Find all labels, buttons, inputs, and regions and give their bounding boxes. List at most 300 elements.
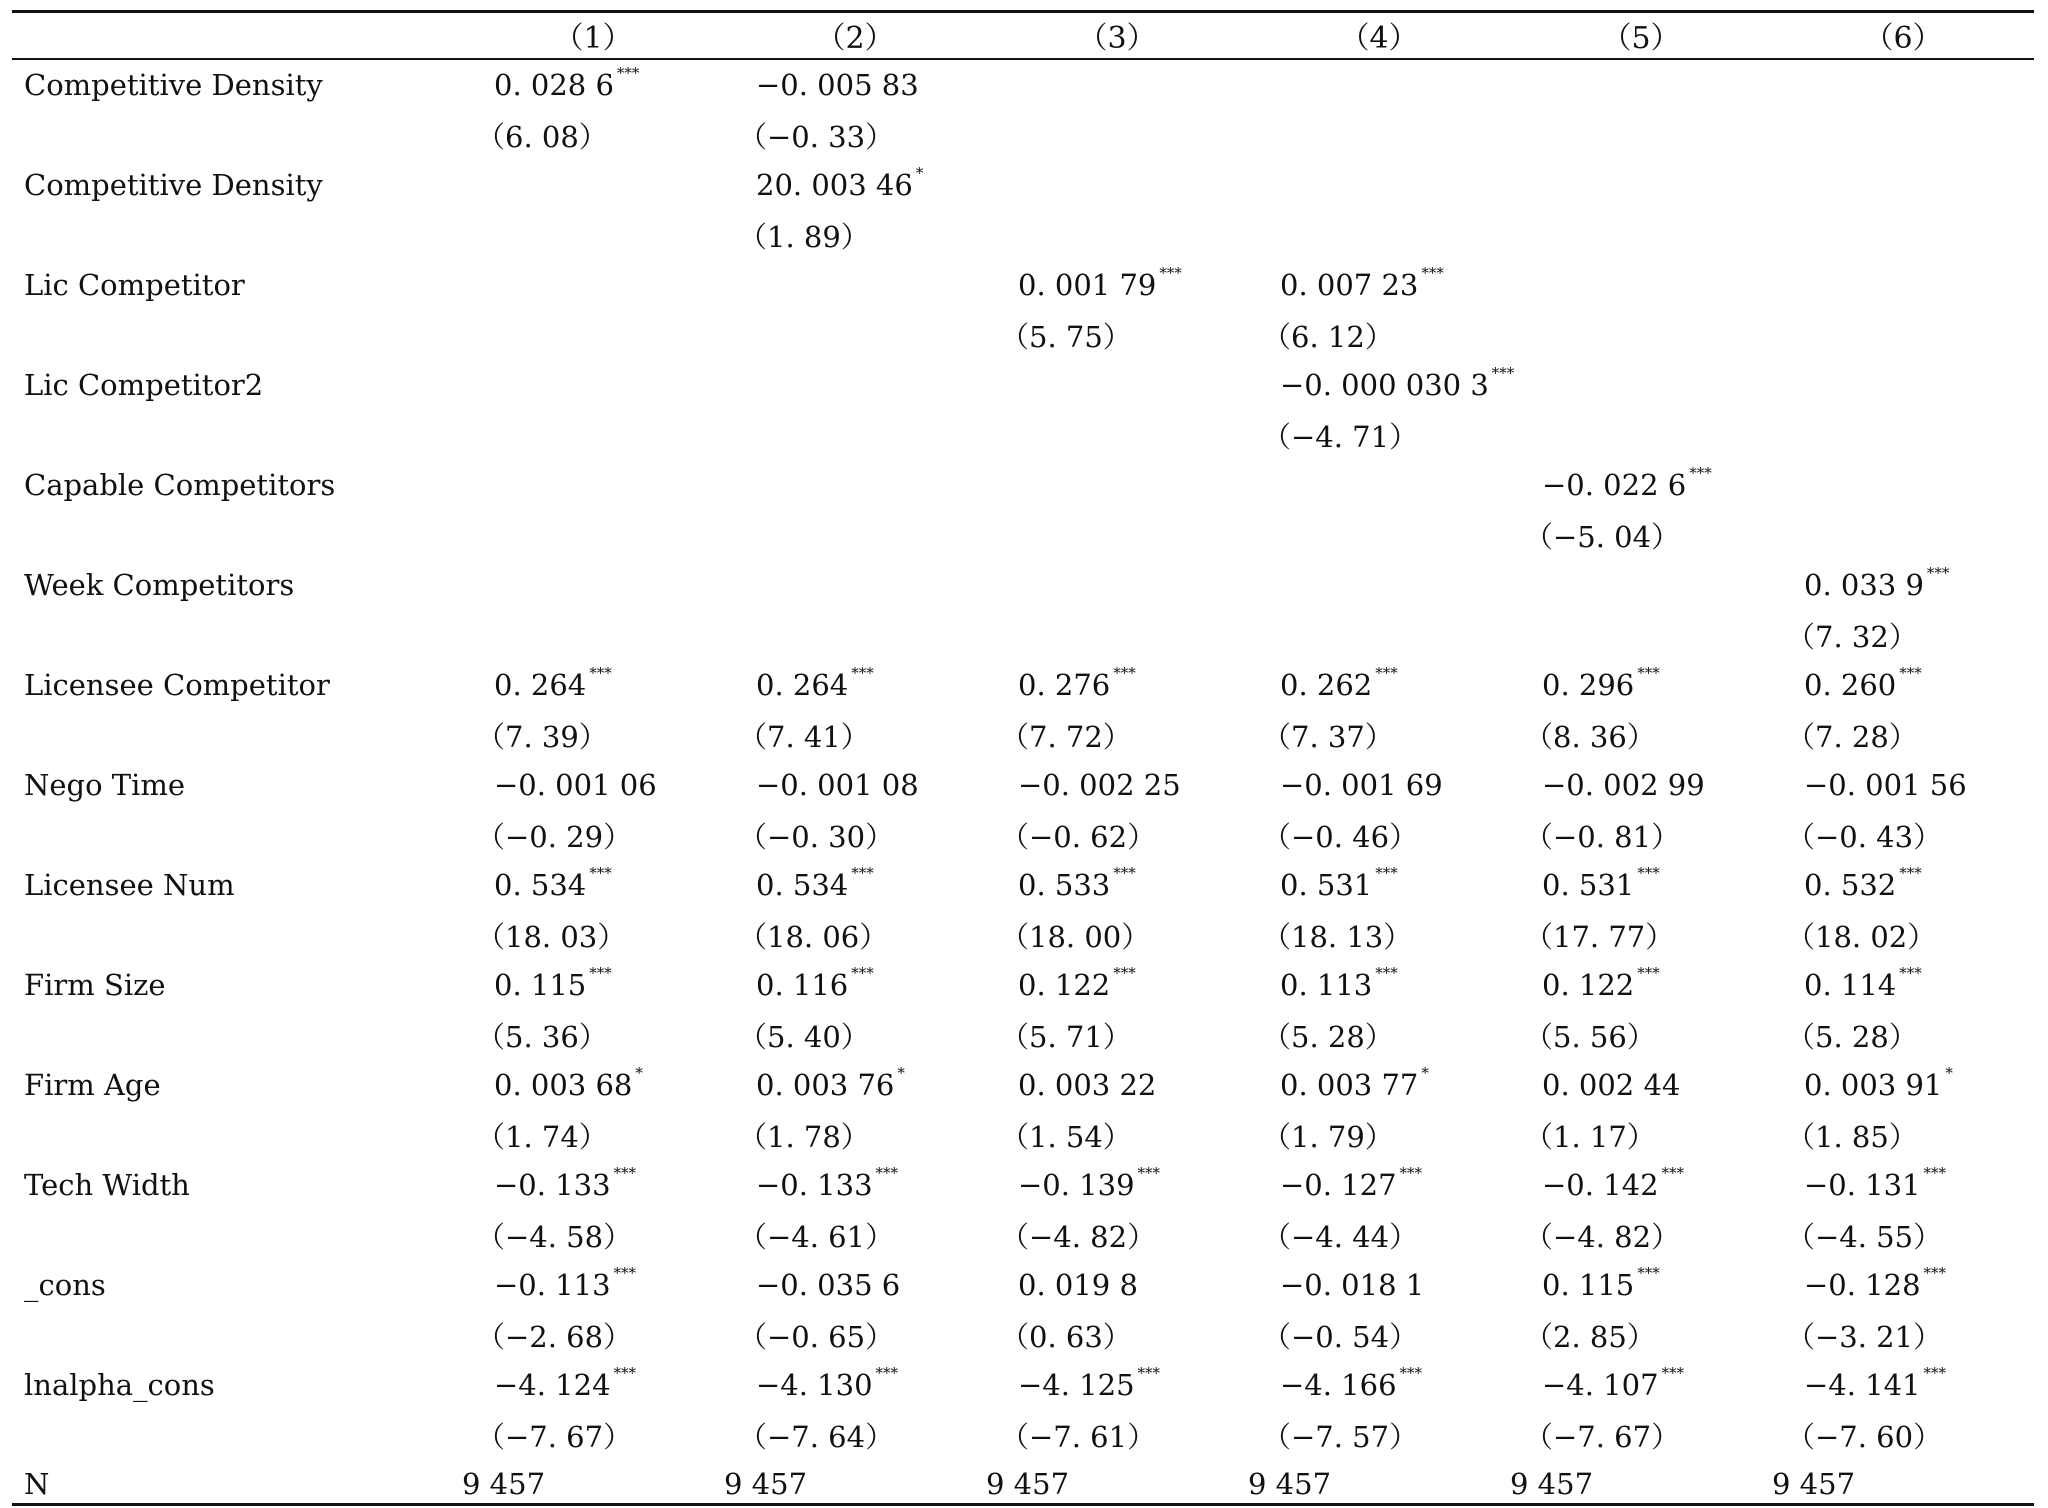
coefficient-value: 0. 002 44 xyxy=(1542,1068,1681,1102)
coefficient-value: 0. 531 xyxy=(1280,868,1373,902)
blank-label-cell xyxy=(12,1310,462,1360)
t-statistic-cell: （1. 78） xyxy=(738,1119,870,1154)
coefficient-row xyxy=(12,1160,2034,1210)
t-statistic-cell xyxy=(1772,310,2034,360)
variable-label: Firm Size xyxy=(24,968,166,1002)
t-statistic-cell: （1. 85） xyxy=(1786,1119,1918,1154)
t-statistic-cell: （−7. 61） xyxy=(1000,1419,1157,1454)
coefficient-cell xyxy=(724,260,986,310)
variable-label: Lic Competitor xyxy=(24,268,245,302)
coefficient-row xyxy=(12,1060,2034,1110)
t-statistic-cell: （5. 56） xyxy=(1524,1019,1656,1054)
coefficient-cell xyxy=(986,160,1248,210)
significance-stars: *** xyxy=(875,1164,899,1182)
coefficient-cell xyxy=(1510,1160,1772,1210)
coefficient-value: −0. 000 030 3 xyxy=(1280,368,1489,402)
t-statistic-cell xyxy=(462,610,724,660)
coefficient-cell xyxy=(1772,1360,2034,1410)
significance-stars: *** xyxy=(1661,1364,1685,1382)
coefficient-cell xyxy=(1772,860,2034,910)
coefficient-cell xyxy=(1772,1060,2034,1110)
observations-row xyxy=(12,1460,2034,1508)
coefficient-cell xyxy=(724,1260,986,1310)
t-statistic-cell: （7. 39） xyxy=(476,719,608,754)
coefficient-cell xyxy=(462,960,724,1010)
coefficient-value: 0. 260 xyxy=(1804,668,1897,702)
t-statistic-cell xyxy=(986,410,1248,460)
significance-stars: *** xyxy=(1421,264,1444,282)
coefficient-value: 20. 003 46 xyxy=(756,168,913,202)
coefficient-value: 0. 113 xyxy=(1280,968,1373,1002)
coefficient-value: −0. 128 xyxy=(1804,1268,1921,1302)
variable-label: Licensee Competitor xyxy=(24,668,330,702)
table-header xyxy=(12,10,2034,60)
coefficient-cell xyxy=(986,860,1248,910)
coefficient-cell xyxy=(986,560,1248,610)
coefficient-value: −4. 166 xyxy=(1280,1368,1397,1402)
column-header: （1） xyxy=(553,21,633,56)
coefficient-cell xyxy=(462,1160,724,1210)
observations-cell: 9 457 xyxy=(1248,1467,1332,1501)
t-statistic-cell: （1. 74） xyxy=(476,1119,608,1154)
t-statistic-cell: （0. 63） xyxy=(1000,1319,1132,1354)
coefficient-row xyxy=(12,1360,2034,1410)
coefficient-cell xyxy=(462,1060,724,1110)
coefficient-cell xyxy=(1510,260,1772,310)
t-statistic-row xyxy=(12,1310,2034,1360)
coefficient-cell xyxy=(724,660,986,710)
t-statistic-cell xyxy=(1510,410,1772,460)
t-statistic-cell: （5. 75） xyxy=(1000,319,1132,354)
coefficient-value: 0. 264 xyxy=(756,668,849,702)
significance-stars: *** xyxy=(1375,864,1398,882)
t-statistic-cell: （5. 71） xyxy=(1000,1019,1132,1054)
t-statistic-cell: （7. 32） xyxy=(1786,619,1918,654)
t-statistic-cell xyxy=(1510,610,1772,660)
blank-label-cell xyxy=(12,810,462,860)
coefficient-cell xyxy=(462,460,724,510)
t-statistic-cell: （−0. 29） xyxy=(476,819,633,854)
significance-stars: *** xyxy=(1637,864,1660,882)
t-statistic-cell xyxy=(724,610,986,660)
coefficient-value: 0. 033 9 xyxy=(1804,568,1924,602)
observations-cell: 9 457 xyxy=(1510,1467,1594,1501)
t-statistic-cell xyxy=(462,410,724,460)
t-statistic-cell xyxy=(1510,310,1772,360)
coefficient-value: −0. 001 06 xyxy=(494,768,657,802)
t-statistic-row xyxy=(12,410,2034,460)
coefficient-row xyxy=(12,260,2034,310)
coefficient-cell xyxy=(724,360,986,410)
column-header: （4） xyxy=(1339,21,1419,56)
coefficient-cell xyxy=(724,860,986,910)
column-header: （3） xyxy=(1077,21,1157,56)
coefficient-value: −0. 001 56 xyxy=(1804,768,1967,802)
coefficient-cell xyxy=(1510,1360,1772,1410)
variable-label: Competitive Density xyxy=(24,168,323,202)
t-statistic-cell: （−0. 81） xyxy=(1524,819,1681,854)
t-statistic-cell: （18. 06） xyxy=(738,919,889,954)
significance-stars: *** xyxy=(1399,1164,1423,1182)
significance-stars: *** xyxy=(1899,864,1922,882)
blank-label-cell xyxy=(12,910,462,960)
t-statistic-cell: （17. 77） xyxy=(1524,919,1675,954)
coefficient-cell xyxy=(724,760,986,810)
t-statistic-row xyxy=(12,1110,2034,1160)
variable-label: Licensee Num xyxy=(24,868,235,902)
t-statistic-cell: （1. 79） xyxy=(1262,1119,1394,1154)
t-statistic-row xyxy=(12,110,2034,160)
coefficient-cell xyxy=(1510,60,1772,110)
coefficient-value: 0. 122 xyxy=(1542,968,1635,1002)
coefficient-cell xyxy=(1510,360,1772,410)
coefficient-value: −0. 035 6 xyxy=(756,1268,901,1302)
t-statistic-cell xyxy=(986,110,1248,160)
coefficient-cell xyxy=(1248,960,1510,1010)
coefficient-cell xyxy=(986,360,1248,410)
t-statistic-row xyxy=(12,710,2034,760)
coefficient-cell xyxy=(1510,860,1772,910)
t-statistic-row xyxy=(12,1210,2034,1260)
significance-stars: *** xyxy=(1923,1264,1947,1282)
variable-label: Nego Time xyxy=(24,768,186,802)
coefficient-value: −4. 141 xyxy=(1804,1368,1921,1402)
coefficient-cell xyxy=(1248,360,1515,410)
blank-label-cell xyxy=(12,210,462,260)
coefficient-value: −0. 133 xyxy=(756,1168,873,1202)
t-statistic-row xyxy=(12,910,2034,960)
coefficient-cell xyxy=(1772,160,2034,210)
t-statistic-cell xyxy=(1510,110,1772,160)
coefficient-cell xyxy=(1248,1360,1510,1410)
coefficient-cell xyxy=(1248,1260,1510,1310)
observations-cell: 9 457 xyxy=(986,1467,1070,1501)
t-statistic-cell: （−7. 67） xyxy=(1524,1419,1681,1454)
significance-stars: *** xyxy=(613,1364,637,1382)
significance-stars: *** xyxy=(1375,664,1398,682)
coefficient-value: −0. 018 1 xyxy=(1280,1268,1425,1302)
regression-table xyxy=(12,10,2034,1508)
t-statistic-cell: （−5. 04） xyxy=(1524,519,1681,554)
significance-stars: *** xyxy=(1399,1364,1423,1382)
coefficient-cell xyxy=(724,560,986,610)
coefficient-cell xyxy=(1510,1060,1772,1110)
t-statistic-cell: （18. 03） xyxy=(476,919,627,954)
t-statistic-cell: （7. 72） xyxy=(1000,719,1132,754)
coefficient-value: 0. 296 xyxy=(1542,668,1635,702)
blank-label-cell xyxy=(12,1010,462,1060)
significance-stars: *** xyxy=(851,964,874,982)
coefficient-cell xyxy=(1772,60,2034,110)
t-statistic-cell xyxy=(1248,510,1510,560)
t-statistic-row xyxy=(12,310,2034,360)
coefficient-value: −0. 113 xyxy=(494,1268,611,1302)
coefficient-value: −0. 002 99 xyxy=(1542,768,1705,802)
coefficient-cell xyxy=(724,1060,986,1110)
significance-stars: *** xyxy=(1637,1264,1660,1282)
significance-stars: *** xyxy=(589,864,612,882)
t-statistic-cell xyxy=(724,310,986,360)
coefficient-value: 0. 532 xyxy=(1804,868,1897,902)
significance-stars: *** xyxy=(1661,1164,1685,1182)
coefficient-cell xyxy=(986,1060,1248,1110)
coefficient-value: −4. 125 xyxy=(1018,1368,1135,1402)
significance-stars: *** xyxy=(613,1264,637,1282)
t-statistic-cell: （−0. 54） xyxy=(1262,1319,1419,1354)
coefficient-cell xyxy=(724,1160,986,1210)
coefficient-row xyxy=(12,460,2034,510)
t-statistic-cell: （−4. 55） xyxy=(1786,1219,1943,1254)
t-statistic-cell: （−4. 71） xyxy=(1262,419,1419,454)
t-statistic-row xyxy=(12,810,2034,860)
coefficient-cell xyxy=(1248,660,1510,710)
coefficient-cell xyxy=(1248,260,1510,310)
coefficient-value: 0. 115 xyxy=(494,968,587,1002)
t-statistic-cell: （18. 00） xyxy=(1000,919,1151,954)
coefficient-cell xyxy=(1510,160,1772,210)
coefficient-cell xyxy=(462,860,724,910)
t-statistic-cell xyxy=(1510,210,1772,260)
t-statistic-cell: （18. 13） xyxy=(1262,919,1413,954)
t-statistic-row xyxy=(12,1410,2034,1460)
coefficient-cell xyxy=(986,60,1248,110)
t-statistic-cell xyxy=(1772,110,2034,160)
coefficient-cell xyxy=(986,1160,1248,1210)
coefficient-value: −0. 022 6 xyxy=(1542,468,1687,502)
coefficient-value: 0. 534 xyxy=(494,868,587,902)
t-statistic-cell: （−7. 57） xyxy=(1262,1419,1419,1454)
coefficient-cell xyxy=(1248,1160,1510,1210)
t-statistic-cell: （7. 41） xyxy=(738,719,870,754)
t-statistic-cell: （5. 36） xyxy=(476,1019,608,1054)
t-statistic-cell: （5. 28） xyxy=(1786,1019,1918,1054)
significance-stars: *** xyxy=(1689,464,1712,482)
coefficient-cell xyxy=(986,260,1248,310)
t-statistic-cell xyxy=(1772,210,2034,260)
t-statistic-cell: （8. 36） xyxy=(1524,719,1656,754)
blank-label-cell xyxy=(12,1110,462,1160)
t-statistic-cell: （−0. 33） xyxy=(738,119,895,154)
t-statistic-cell xyxy=(1248,110,1510,160)
t-statistic-cell xyxy=(986,610,1248,660)
column-header: （2） xyxy=(815,21,895,56)
variable-label: Week Competitors xyxy=(24,568,295,602)
coefficient-row xyxy=(12,60,2034,110)
t-statistic-cell: （6. 08） xyxy=(476,119,608,154)
coefficient-row xyxy=(12,760,2034,810)
t-statistic-cell: （−4. 61） xyxy=(738,1219,895,1254)
t-statistic-cell: （−7. 60） xyxy=(1786,1419,1943,1454)
t-statistic-cell xyxy=(986,510,1248,560)
coefficient-cell xyxy=(1772,360,2034,410)
coefficient-value: 0. 003 77 xyxy=(1280,1068,1419,1102)
coefficient-cell xyxy=(986,460,1248,510)
coefficient-value: 0. 534 xyxy=(756,868,849,902)
t-statistic-cell: （1. 54） xyxy=(1000,1119,1132,1154)
coefficient-cell xyxy=(462,660,724,710)
blank-label-cell xyxy=(12,510,462,560)
coefficient-row xyxy=(12,560,2034,610)
coefficient-value: −4. 130 xyxy=(756,1368,873,1402)
coefficient-cell xyxy=(986,960,1248,1010)
coefficient-value: 0. 001 79 xyxy=(1018,268,1157,302)
coefficient-cell xyxy=(724,460,986,510)
blank-label-cell xyxy=(12,710,462,760)
significance-stars: *** xyxy=(1375,964,1398,982)
coefficient-cell xyxy=(1248,160,1510,210)
t-statistic-cell: （2. 85） xyxy=(1524,1319,1656,1354)
t-statistic-cell: （7. 37） xyxy=(1262,719,1394,754)
significance-stars: *** xyxy=(589,664,612,682)
coefficient-cell xyxy=(1248,1060,1510,1110)
bottom-rule xyxy=(12,1503,2034,1506)
coefficient-value: −4. 124 xyxy=(494,1368,611,1402)
t-statistic-cell: （−0. 46） xyxy=(1262,819,1419,854)
variable-label: lnalpha_cons xyxy=(24,1368,215,1402)
coefficient-cell xyxy=(462,160,724,210)
observations-label: N xyxy=(24,1467,50,1501)
observations-cell: 9 457 xyxy=(1772,1467,1856,1501)
coefficient-row xyxy=(12,660,2034,710)
coefficient-cell xyxy=(462,760,724,810)
significance-stars: *** xyxy=(851,864,874,882)
t-statistic-cell: （7. 28） xyxy=(1786,719,1918,754)
significance-stars: *** xyxy=(1159,264,1182,282)
coefficient-cell xyxy=(724,960,986,1010)
t-statistic-cell: （1. 17） xyxy=(1524,1119,1656,1154)
coefficient-value: −0. 139 xyxy=(1018,1168,1135,1202)
t-statistic-cell xyxy=(724,510,986,560)
t-statistic-cell xyxy=(1248,210,1510,260)
coefficient-cell xyxy=(1510,760,1772,810)
coefficient-value: 0. 003 76 xyxy=(756,1068,895,1102)
coefficient-row xyxy=(12,860,2034,910)
significance-stars: *** xyxy=(875,1364,899,1382)
t-statistic-cell xyxy=(1772,510,2034,560)
t-statistic-cell: （−7. 64） xyxy=(738,1419,895,1454)
t-statistic-cell: （5. 40） xyxy=(738,1019,870,1054)
coefficient-cell xyxy=(1772,760,2034,810)
coefficient-cell xyxy=(462,360,724,410)
coefficient-value: −0. 001 08 xyxy=(756,768,919,802)
significance-stars: * xyxy=(1421,1064,1429,1082)
coefficient-value: 0. 262 xyxy=(1280,668,1373,702)
coefficient-cell xyxy=(1248,560,1510,610)
significance-stars: *** xyxy=(589,964,612,982)
t-statistic-cell xyxy=(1248,610,1510,660)
variable-label: _cons xyxy=(24,1268,106,1302)
t-statistic-cell: （−0. 43） xyxy=(1786,819,1943,854)
coefficient-cell xyxy=(986,660,1248,710)
t-statistic-row xyxy=(12,1010,2034,1060)
significance-stars: *** xyxy=(1926,564,1950,582)
significance-stars: * xyxy=(635,1064,643,1082)
t-statistic-cell: （5. 28） xyxy=(1262,1019,1394,1054)
coefficient-cell xyxy=(986,760,1248,810)
significance-stars: *** xyxy=(616,64,640,82)
t-statistic-cell: （−4. 82） xyxy=(1524,1219,1681,1254)
t-statistic-cell: （1. 89） xyxy=(738,219,870,254)
coefficient-value: −0. 005 83 xyxy=(756,68,919,102)
coefficient-cell xyxy=(1772,1160,2034,1210)
coefficient-cell xyxy=(1772,660,2034,710)
coefficient-value: −0. 002 25 xyxy=(1018,768,1181,802)
significance-stars: *** xyxy=(1899,964,1922,982)
t-statistic-cell xyxy=(462,510,724,560)
t-statistic-cell xyxy=(724,410,986,460)
coefficient-cell xyxy=(1248,60,1510,110)
coefficient-value: 0. 116 xyxy=(756,968,849,1002)
coefficient-cell xyxy=(1510,1260,1772,1310)
coefficient-cell xyxy=(1772,260,2034,310)
header-label-cell xyxy=(12,10,462,60)
t-statistic-cell: （−4. 44） xyxy=(1262,1219,1419,1254)
significance-stars: *** xyxy=(1899,664,1922,682)
coefficient-value: 0. 533 xyxy=(1018,868,1111,902)
coefficient-cell xyxy=(986,1260,1248,1310)
coefficient-value: 0. 276 xyxy=(1018,668,1111,702)
coefficient-cell xyxy=(1248,860,1510,910)
significance-stars: *** xyxy=(613,1164,637,1182)
t-statistic-cell xyxy=(986,210,1248,260)
coefficient-cell xyxy=(1510,660,1772,710)
coefficient-cell xyxy=(1248,760,1510,810)
t-statistic-cell: （−7. 67） xyxy=(476,1419,633,1454)
column-header: （6） xyxy=(1863,21,1943,56)
t-statistic-cell: （−4. 82） xyxy=(1000,1219,1157,1254)
significance-stars: *** xyxy=(1137,1164,1161,1182)
variable-label: Lic Competitor2 xyxy=(24,368,264,402)
blank-label-cell xyxy=(12,310,462,360)
t-statistic-cell: （−0. 30） xyxy=(738,819,895,854)
coefficient-cell xyxy=(462,560,724,610)
coefficient-row xyxy=(12,1260,2034,1310)
t-statistic-cell: （−2. 68） xyxy=(476,1319,633,1354)
significance-stars: *** xyxy=(1113,664,1136,682)
coefficient-cell xyxy=(462,1360,724,1410)
coefficient-value: −0. 142 xyxy=(1542,1168,1659,1202)
significance-stars: *** xyxy=(1923,1364,1947,1382)
coefficient-cell xyxy=(462,260,724,310)
t-statistic-cell: （−4. 58） xyxy=(476,1219,633,1254)
t-statistic-cell: （−0. 62） xyxy=(1000,819,1157,854)
t-statistic-cell: （6. 12） xyxy=(1262,319,1394,354)
variable-label: Competitive Density xyxy=(24,68,323,102)
coefficient-value: 0. 007 23 xyxy=(1280,268,1419,302)
significance-stars: *** xyxy=(1637,664,1660,682)
coefficient-value: 0. 531 xyxy=(1542,868,1635,902)
coefficient-value: −0. 127 xyxy=(1280,1168,1397,1202)
table-body xyxy=(12,60,2034,1508)
blank-label-cell xyxy=(12,410,462,460)
coefficient-value: 0. 114 xyxy=(1804,968,1897,1002)
coefficient-cell xyxy=(1772,1260,2034,1310)
coefficient-cell xyxy=(1248,460,1510,510)
coefficient-cell xyxy=(1510,560,1772,610)
coefficient-cell xyxy=(1772,960,2034,1010)
coefficient-value: 0. 003 91 xyxy=(1804,1068,1943,1102)
coefficient-value: 0. 115 xyxy=(1542,1268,1635,1302)
significance-stars: *** xyxy=(1491,364,1515,382)
variable-label: Firm Age xyxy=(24,1068,161,1102)
t-statistic-cell: （−3. 21） xyxy=(1786,1319,1943,1354)
significance-stars: * xyxy=(915,164,924,182)
t-statistic-cell: （−0. 65） xyxy=(738,1319,895,1354)
coefficient-cell xyxy=(1772,460,2034,510)
blank-label-cell xyxy=(12,1210,462,1260)
significance-stars: *** xyxy=(1113,964,1136,982)
coefficient-value: −4. 107 xyxy=(1542,1368,1659,1402)
